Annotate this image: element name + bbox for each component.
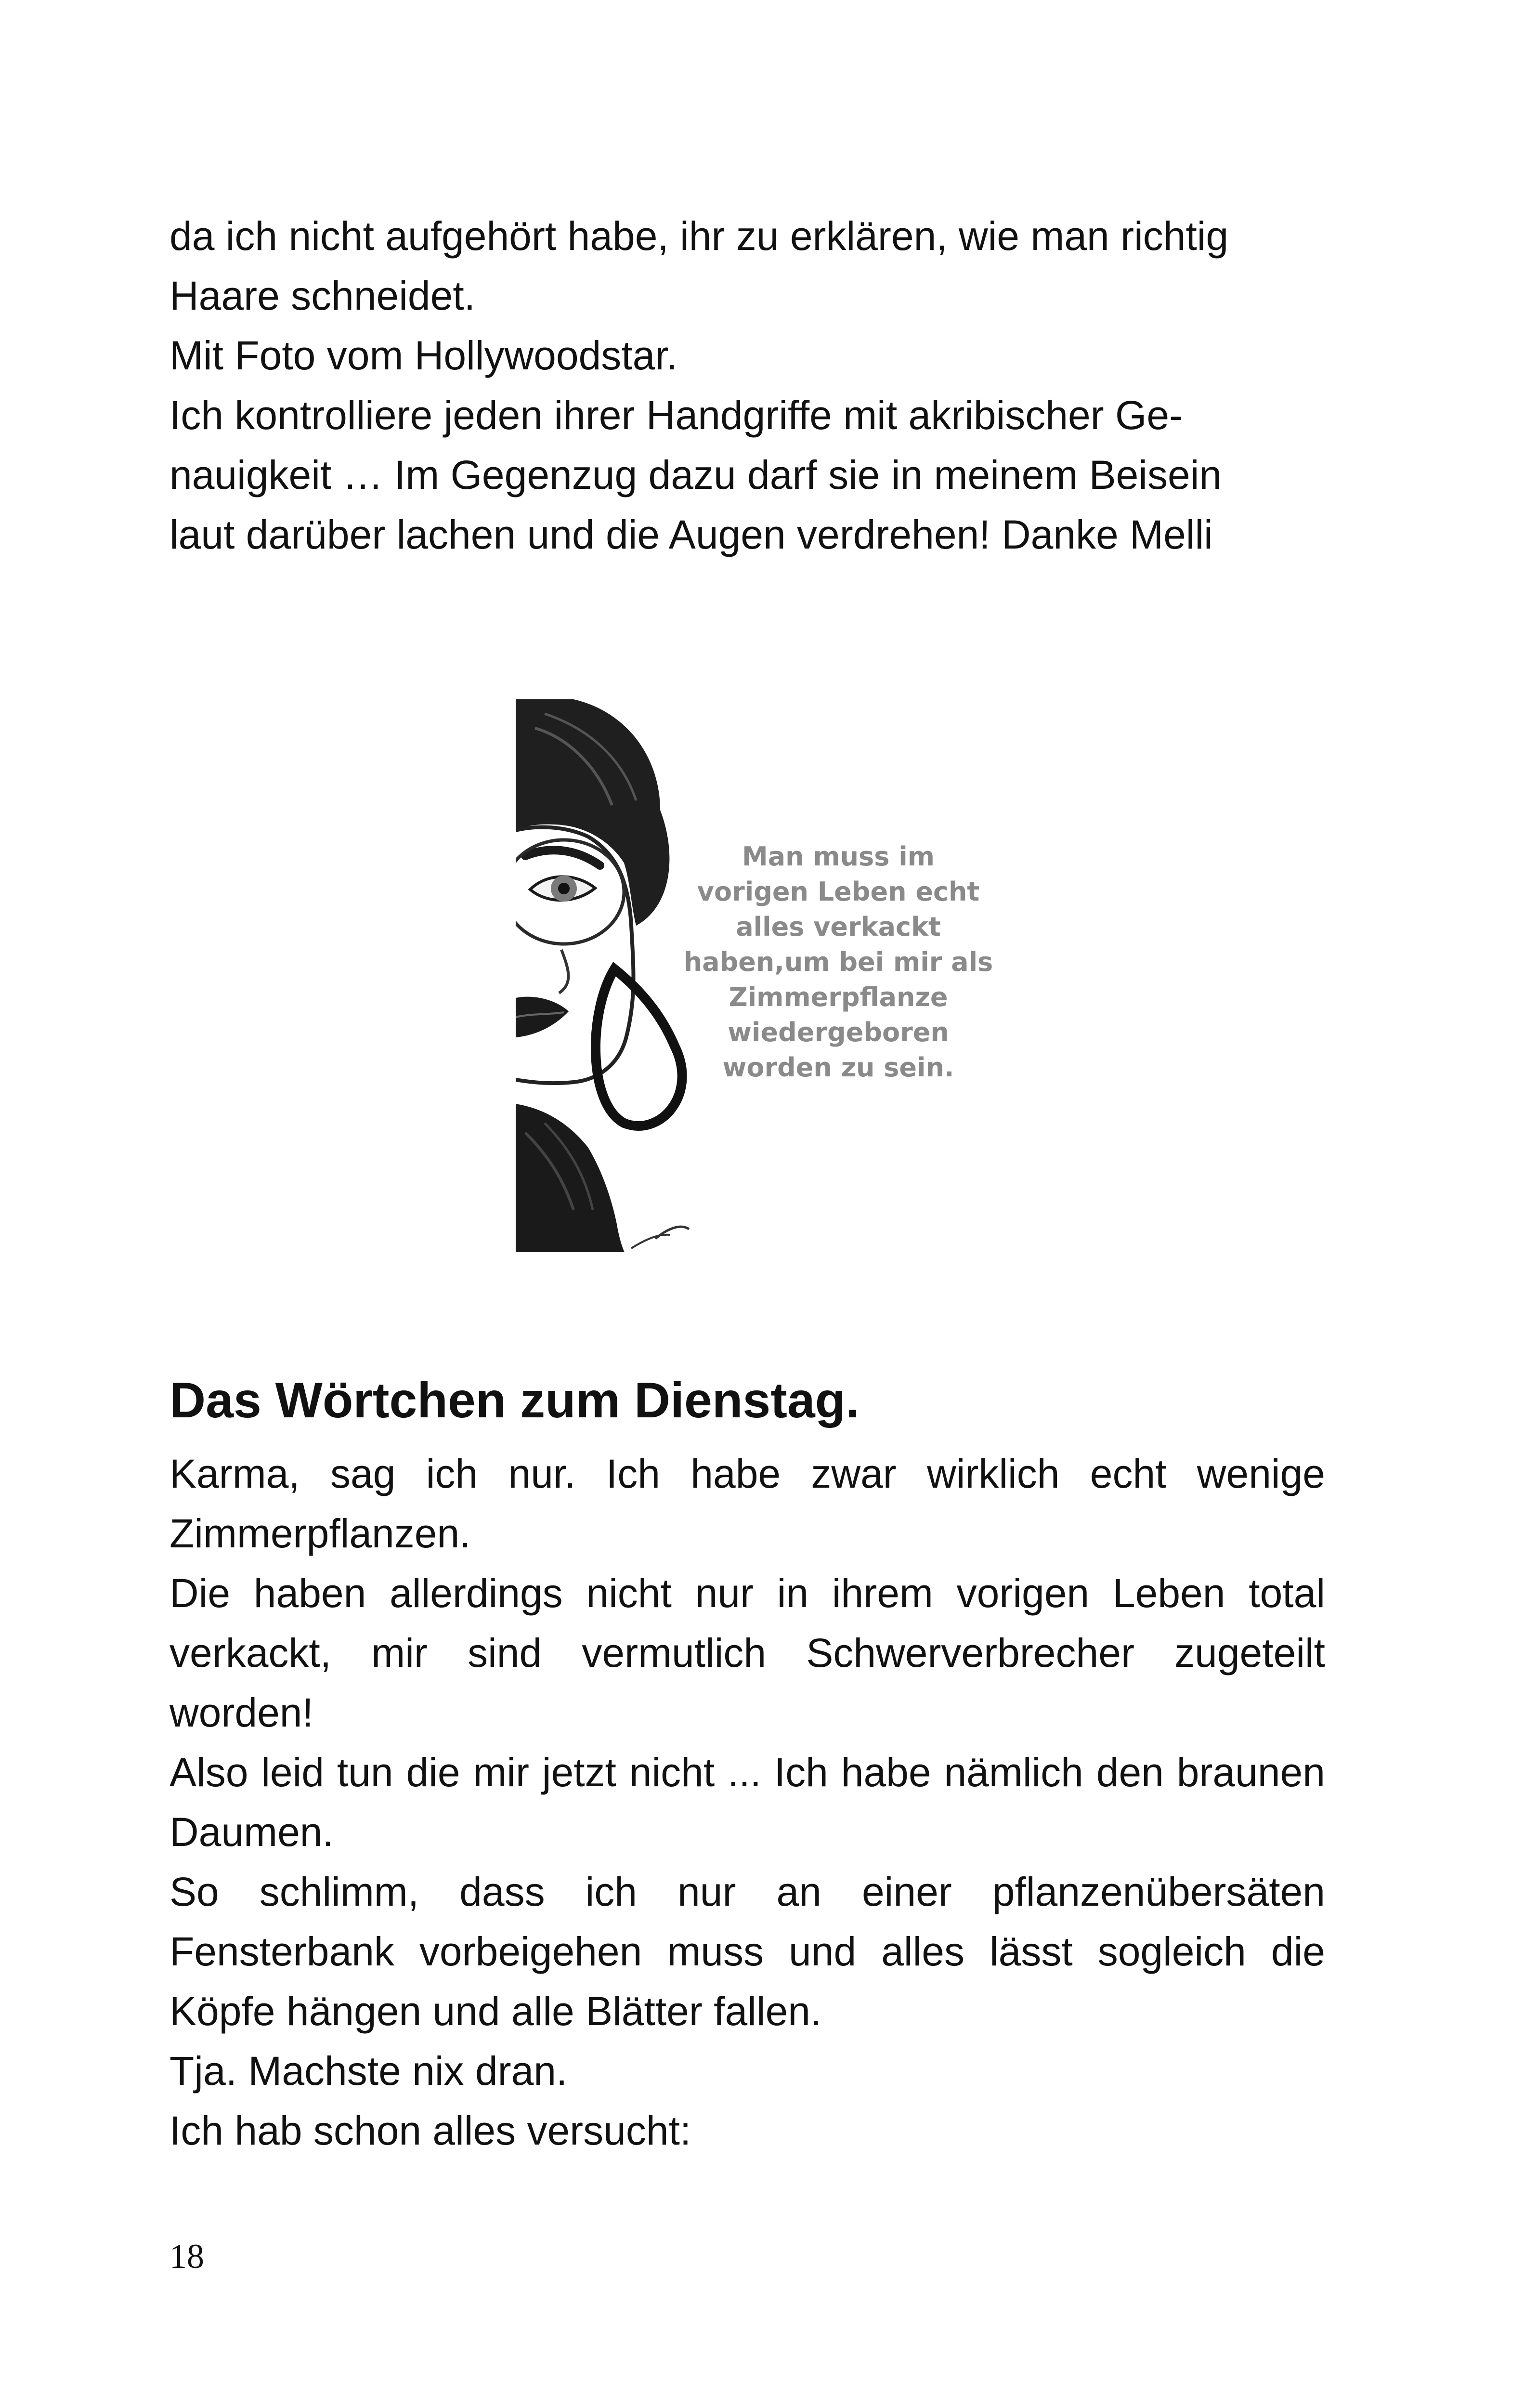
text-line: Haare schneidet. [169,273,476,318]
body-text-block [169,1444,1325,2160]
quote-line: worden zu sein. [722,1052,954,1083]
text-line: nauigkeit … Im Gegenzug dazu darf sie in meinem Beisein [169,452,1222,497]
top-text-block [169,206,1325,564]
paragraph: Karma, sag ich nur. Ich habe zwar wirklich echt wenige Zimmerpflanzen. [169,1451,1325,1556]
quote-line: wiedergeboren [728,1017,949,1047]
woman-half-face-illustration [516,699,1036,1252]
meme-illustration [516,699,1036,1252]
paragraph: Die haben allerdings nicht nur in ihrem vorigen Leben total verkackt, mir sind vermutlich Schwerverbrecher zugeteilt worden! [169,1570,1325,1735]
text-line: Mit Foto vom Hollywoodstar. [169,333,678,378]
page-number: 18 [169,2237,204,2276]
text-line: da ich nicht aufgehört habe, ihr zu erklären, wie man richtig [169,213,1229,259]
quote-line: Man muss im [742,841,935,872]
eyebrow [525,850,600,865]
quote-line: haben,um bei mir als [683,947,993,977]
text-line: Ich kontrolliere jeden ihrer Handgriffe mit akribischer Ge- [169,393,1183,438]
quote-line: Zimmerpflanze [729,982,948,1012]
quote-line: vorigen Leben echt [697,877,980,907]
paragraph: So schlimm, dass ich nur an einer pflanzenübersäten Fensterbank vorbeigehen muss und alles lässt sogleich die Köpfe hängen und alle Blätter fallen. [169,1869,1325,2034]
text-line: laut darüber lachen und die Augen verdrehen! Danke Melli [169,512,1213,557]
paragraph: Tja. Machste nix dran. [169,2048,568,2094]
paragraph: Also leid tun die mir jetzt nicht ... Ich habe nämlich den braunen Daumen. [169,1750,1325,1855]
nose [559,950,568,993]
paragraph: Ich hab schon alles versucht: [169,2108,691,2153]
neck-body [516,1104,625,1252]
quote-line: alles verkackt [736,912,941,942]
section-heading: Das Wörtchen zum Dienstag. [169,1373,860,1428]
earring-icon [596,969,682,1126]
mouth [516,997,569,1037]
